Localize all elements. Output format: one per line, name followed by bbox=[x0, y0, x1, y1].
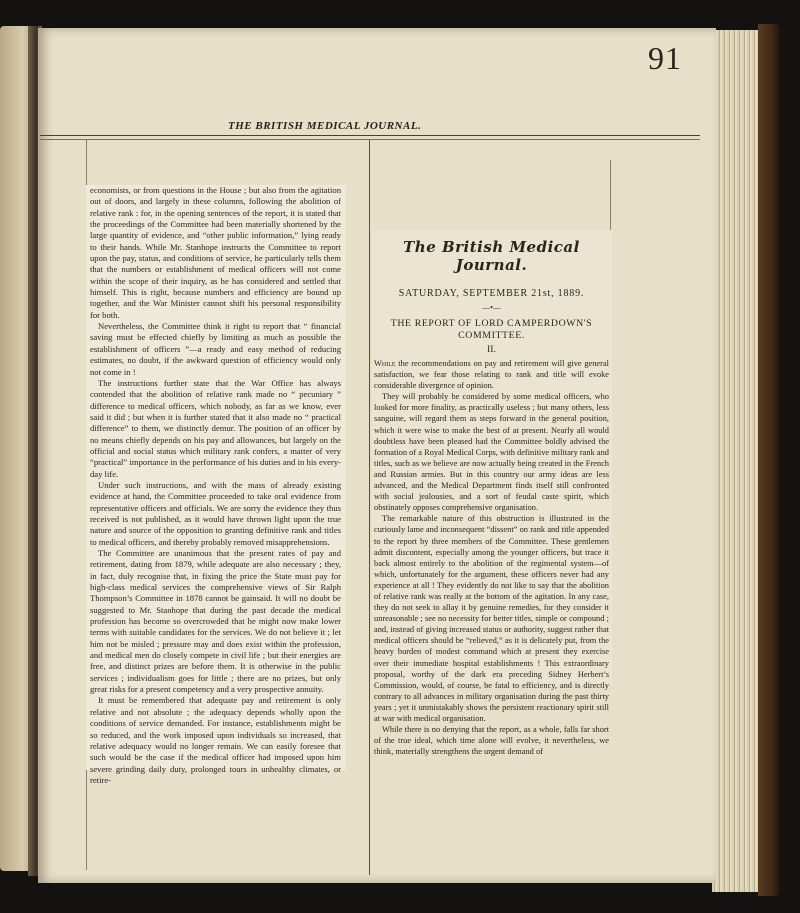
right-paragraph-3: The remarkable nature of this obstruction is illustrated in the curiously lame and inconsequent “dissent” on rank and title appended to the report by three members of the Committee. These gentlemen admit discontent, especially among the younger officers, but trace it back almost entirely to the abolition of the regimental system—of which, unfortunately for the argument, these officers never had any experience at all ! They evidently do not like to say that the abolition of relative rank was really at the bottom of the agitation. In any case, they do not seek to allay it by genuine remedies, for they consider it unreasonable ; see no necessity for better titles, simple or compound ; and, instead of giving increased status or authority, suggest rather that medical officers should be “relieved,” as it is delicately put, from the heavy burden of modest command which at present they exercise over their immediate hospital establishments ! This extraordinary proposal, worthy of the dark era preceding Sidney Herbert’s Commission, would, of course, be fatal to efficiency, and is directly contrary to all advances in military organisation during the past thirty years ; yet it unmistakably shows the persistent reactionary spirit still at war with medical organisation. bbox=[374, 514, 609, 723]
left-paragraph-1: economists, or from questions in the House ; but also from the agitation out of doors, and largely in these columns, following the abolition of relative rank : for, in the opening sentences of the report, it is stated that the proceedings of the Committee had been materially shortened by the large quantity of evidence, and “other public information,” lying ready to their hands. While Mr. Stanhope instructs the Committee to report upon the pay, status, and conditions of service, he particularly tells them that the numbers or establishment of medical officers will not come within the scope of their inquiry, as he has considered and settled that himself. This is right, because numbers and efficiency are bound up together, and the War Minister cannot shift his personal responsibility for both. bbox=[90, 185, 341, 320]
page-block-edge bbox=[712, 30, 764, 892]
left-newspaper-clipping bbox=[86, 185, 346, 785]
header-rule-secondary bbox=[40, 139, 700, 140]
right-paragraph-4: While there is no denying that the report, as a whole, falls far short of the true ideal, which time alone will evolve, it nevertheless, we think, materially strengthens the urgent demand of bbox=[374, 725, 609, 757]
journal-masthead: The British Medical Journal. bbox=[403, 238, 580, 274]
left-paragraph-4: Under such instructions, and with the mass of already existing evidence at hand, the Committee proceeded to take oral evidence from representative officers and officials. We are sorry the evidence they thus received is not published, as it would have thrown light upon the true nature and source of the opposition to granting definitive rank and titles to medical officers, and thereby probably removed misapprehensions. bbox=[90, 479, 341, 547]
right-paragraph-2: They will probably be considered by some medical officers, who looked for more finality, as practically useless ; but many others, less sanguine, will regard them as steps forward in the general position, which it were wise to make the best of at present. Nearly all would doubtless have been pleased had the Committee boldly advised the formation of a Royal Medical Corps, with definitive military rank and titles, such as we believe are now actually being created in the French and Russian armies. But in this country our army ideas are less advanced, and the Medical Department finds itself still confronted with social jealousies, and a sort of feudal caste spirit, which obstinately opposes comprehensive organisation. bbox=[374, 392, 609, 513]
left-paragraph-3: The instructions further state that the War Office has always contended that the abolition of relative rank made no “ pecuniary ” difference to medical officers, which nobody, as far as we know, ever said it did ; but when it is further stated that it also made no “ practical difference” to them, we distinctly demur. The position of an officer by no means chiefly depends on his pay and allowances, but largely on the official and social status which military rank confers, a matter of very “practical” importance in the performance of his duties and in his every-day life. bbox=[90, 377, 341, 479]
lead-word: While bbox=[374, 359, 396, 368]
left-paragraph-6: It must be remembered that adequate pay and retirement is only relative and not absolute ; the adequacy depends wholly upon the conditions of service demanded. For instance, establishments might be so reduced, and the work imposed upon individuals so increased, that relative adequacy would no longer remain. We can easily foresee that such would be the case if the medical officer had imposed upon him severe grinding daily duty, prolonged tours in unhealthy climates, or retire- bbox=[90, 695, 341, 785]
article-title: THE REPORT OF LORD CAMPERDOWN'S COMMITTEE. bbox=[390, 318, 593, 341]
issue-dateline: SATURDAY, SEPTEMBER 21st, 1889. bbox=[398, 288, 585, 299]
left-paragraph-5: The Committee are unanimous that the present rates of pay and retirement, dating from 1879, while adequate are also necessary ; they, in fact, duly recognise that, in fixing the price the State must pay for high-class medical services the comprehensive views of Sir Ralph Thompson’s Committee in 1878 cannot be gainsaid. It will no doubt be suggested to Mr. Stanhope that during the past decade the medical profession has become so overcrowded that he might now make lower terms with suitable candidates for the services. We do not believe it ; let him not be misled ; pressure may and does exist within the profession, and medical men do closely compete in civil life ; but their energies are free, and distinct prizes are before them. It is otherwise in the public services ; individualism goes for little ; there are no prizes, but only great risks for a present competency and a very prospective annuity. bbox=[90, 548, 341, 695]
book-cover bbox=[758, 24, 780, 896]
column-rule bbox=[369, 140, 370, 875]
right-paragraph-1 bbox=[374, 358, 609, 391]
right-newspaper-clipping bbox=[372, 230, 612, 757]
left-paragraph-2: Nevertheless, the Committee think it right to report that “ financial saving must be effected chiefly by limiting as much as possible the establishment of officers ”—a ready and easy method of reducing estimates, no doubt, if the awkward question of efficiency would only not come in ! bbox=[90, 321, 341, 377]
header-rule bbox=[40, 135, 700, 136]
right-paragraph-1-text: the recommendations on pay and retirement will give general satisfaction, we fear those relating to rank and title will evoke considerable divergence of opinion. bbox=[374, 359, 609, 391]
page-number: 91 bbox=[648, 40, 682, 76]
running-head: THE BRITISH MEDICAL JOURNAL. bbox=[228, 120, 422, 132]
ornament-divider: —•— bbox=[482, 303, 501, 312]
article-part-number: II. bbox=[487, 344, 496, 355]
